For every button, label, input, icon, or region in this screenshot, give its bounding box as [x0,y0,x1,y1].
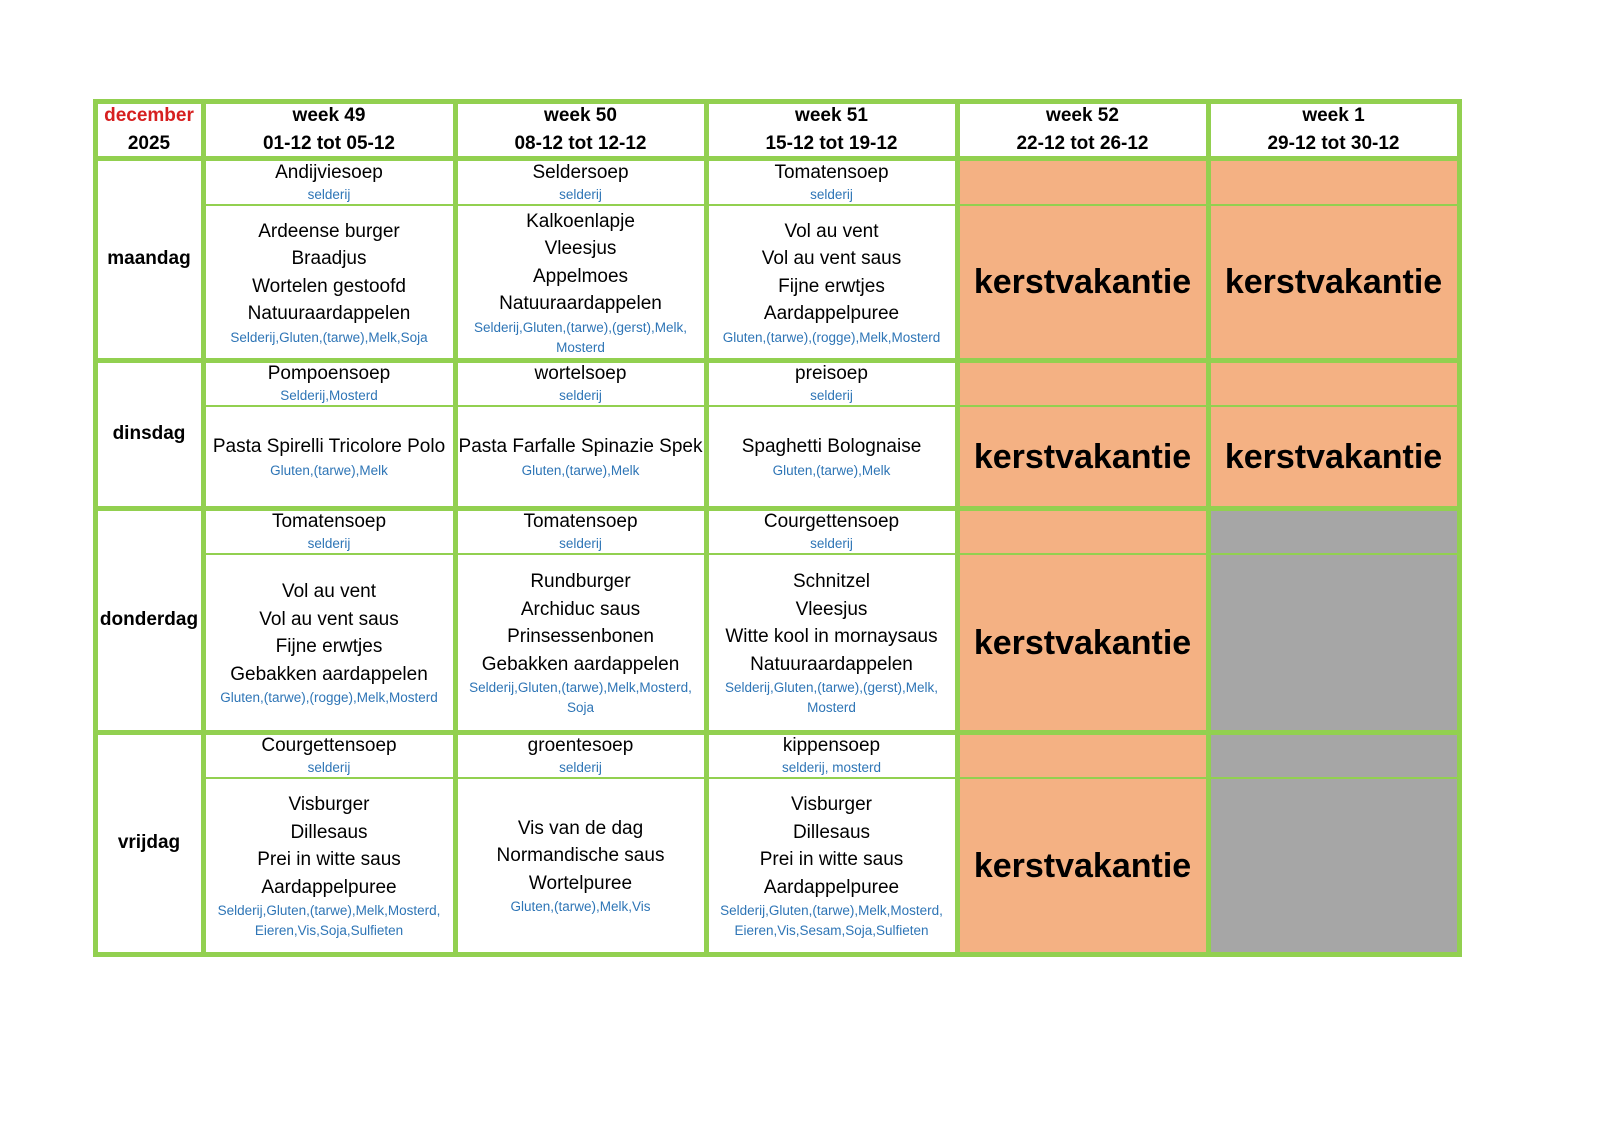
soup-allergens: selderij [559,536,602,551]
vacation-label: kerstvakantie [973,623,1192,662]
day-label: maandag [107,248,191,269]
soup-allergens: selderij [307,536,351,551]
main-dish-cell [203,780,455,952]
dish-allergens: Eieren,Vis,Soja,Sulfieten [254,923,404,938]
soup-allergens: selderij [810,186,853,202]
week-header [203,101,455,158]
dish-allergens: Gluten,(tarwe),Melk,Vis [510,899,651,915]
soup-cell [203,362,455,406]
dish-item: Aardappelpuree [763,303,900,324]
soup-name: Pompoensoep [267,363,391,384]
dish-allergens: Eieren,Vis,Sesam,Soja,Sulfieten [734,923,929,938]
grid-line [453,99,458,957]
dish-allergens: Mosterd [556,339,605,355]
dish-allergens: Gluten,(tarwe),Melk [521,462,640,478]
soup-allergens: selderij [810,388,853,403]
vacation-block [957,778,1208,954]
grid-line [1206,99,1211,957]
dish-item: Visburger [288,794,370,815]
day-label: donderdag [99,609,199,630]
vacation-block [1208,158,1459,205]
dish-item: Aardappelpuree [261,876,397,898]
dish-item: Kalkoenlapje [526,210,635,232]
dish-allergens: Gluten,(tarwe),Melk [270,462,388,478]
soup-cell [455,734,706,778]
vacation-block [1208,205,1459,360]
vacation-label: kerstvakantie [1224,263,1443,301]
dish-item: Vol au vent saus [761,248,902,269]
grid-line [203,553,957,556]
dish-item: Vleesjus [544,238,617,259]
main-dish-cell [203,556,455,730]
vacation-label: kerstvakantie [973,263,1192,301]
week-header [455,101,706,158]
main-dish-cell [706,556,957,730]
grid-line [95,952,1459,957]
soup-cell [455,160,706,205]
grid-line [203,777,957,780]
soup-name: Tomatensoep [523,511,638,532]
header-month-cell [95,101,203,158]
soup-cell [455,362,706,406]
main-dish-cell [706,207,957,358]
grid-line [1457,99,1462,957]
soup-allergens: selderij [307,760,351,775]
soup-allergens: selderij [559,760,602,775]
dish-item: Ardeense burger [258,220,400,242]
dish-item: Natuuraardappelen [499,293,662,314]
dish-item: Fijne erwtjes [778,275,885,297]
dish-item: Dillesaus [792,821,871,843]
week-range: 08-12 tot 12-12 [514,132,647,154]
dish-item: Pasta Spirelli Tricolore Polo [212,436,446,458]
dish-item: Archiduc saus [520,598,641,620]
closed-block [1208,508,1459,554]
dish-allergens: Mosterd [807,700,856,715]
vacation-block [957,205,1208,360]
closed-block [1208,554,1459,732]
week-label: week 52 [1046,104,1119,126]
soup-cell [203,734,455,778]
soup-name: Tomatensoep [774,161,889,183]
soup-cell [706,510,957,554]
soup-name: Seldersoep [532,161,629,183]
dish-item: Prinsessenbonen [507,626,654,647]
month-label: december [104,104,194,126]
vacation-block [957,508,1208,554]
grid-line [203,204,957,207]
dish-item: Vol au vent [784,220,879,242]
grid-line [95,506,1459,511]
grid-line [704,99,709,957]
dish-allergens: Selderij,Gluten,(tarwe),Melk,Mosterd, [720,903,943,918]
dish-item: Prei in witte saus [759,849,904,870]
grid-line [201,99,206,957]
soup-cell [706,160,957,205]
dish-item: Gebakken aardappelen [481,653,680,675]
main-dish-cell [455,556,706,730]
week-label: week 50 [544,104,617,126]
soup-allergens: selderij [559,388,602,403]
vacation-block [957,554,1208,732]
soup-allergens: selderij, mosterd [781,760,882,775]
soup-name: preisoep [795,363,868,384]
soup-allergens: selderij [307,186,351,202]
soup-cell [706,734,957,778]
vacation-label: kerstvakantie [973,437,1192,476]
soup-cell [706,362,957,406]
dish-item: Vol au vent saus [259,608,399,630]
dish-allergens: Gluten,(tarwe),Melk [772,462,891,478]
vacation-block [1208,406,1459,508]
dish-allergens: Selderij,Gluten,(tarwe),Melk,Soja [230,329,428,345]
grid-line [93,99,98,957]
closed-block [1208,778,1459,954]
dish-item: Wortelen gestoofd [252,275,406,297]
dish-allergens: Selderij,Gluten,(tarwe),Melk,Mosterd, [217,903,441,918]
week-range: 29-12 tot 30-12 [1267,132,1400,154]
week-label: week 51 [795,104,868,126]
week-range: 22-12 tot 26-12 [1016,132,1149,154]
soup-name: wortelsoep [534,363,627,384]
dish-item: Braadjus [291,248,367,269]
dish-item: Appelmoes [532,265,629,287]
dish-item: Rundburger [530,571,631,592]
soup-name: kippensoep [782,735,881,756]
week-label: week 1 [1302,104,1365,126]
week-header [957,101,1208,158]
grid-line [203,405,957,408]
main-dish-cell [203,408,455,506]
grid-line [95,99,1459,104]
vacation-block [957,158,1208,205]
soup-allergens: selderij [810,536,853,551]
soup-name: Courgettensoep [763,511,900,532]
week-header [1208,101,1459,158]
dish-item: Dillesaus [290,821,368,843]
soup-cell [203,510,455,554]
dish-item: Vol au vent [281,581,377,602]
main-dish-cell [455,780,706,952]
main-dish-cell [455,207,706,358]
soup-name: Courgettensoep [261,735,397,756]
vacation-label: kerstvakantie [973,846,1192,885]
main-dish-cell [203,207,455,358]
dish-item: Schnitzel [792,571,871,592]
week-label: week 49 [292,104,366,126]
grid-line [95,730,1459,735]
soup-allergens: selderij [559,186,602,202]
main-dish-cell [706,408,957,506]
dish-item: Spaghetti Bolognaise [741,436,922,458]
vacation-block [957,732,1208,778]
soup-name: groentesoep [527,735,634,756]
dish-item: Vleesjus [795,598,868,620]
vacation-label: kerstvakantie [1224,437,1443,476]
vacation-block [957,406,1208,508]
week-range: 01-12 tot 05-12 [262,132,395,154]
vacation-block [957,360,1208,406]
year-label: 2025 [127,132,171,154]
grid-line [95,156,1459,161]
dish-item: Prei in witte saus [257,849,401,870]
dish-item: Vis van de dag [517,817,644,839]
dish-allergens: Selderij,Gluten,(tarwe),(gerst),Melk, [473,319,688,335]
main-dish-cell [706,780,957,952]
soup-cell [203,160,455,205]
dish-item: Aardappelpuree [763,876,900,898]
dish-item: Natuuraardappelen [750,653,913,675]
dish-item: Natuuraardappelen [247,303,411,324]
dish-item: Gebakken aardappelen [230,663,428,685]
dish-item: Fijne erwtjes [275,636,383,657]
day-label: vrijdag [117,832,181,853]
soup-allergens: Selderij,Mosterd [280,388,378,403]
dish-item: Pasta Farfalle Spinazie Spek [458,436,703,458]
dish-item: Witte kool in mornaysaus [725,626,938,647]
soup-cell [455,510,706,554]
dish-item: Visburger [791,794,872,815]
grid-line [95,358,1459,363]
vacation-block [1208,360,1459,406]
grid-line [955,99,960,957]
soup-name: Tomatensoep [271,511,387,532]
dish-allergens: Gluten,(tarwe),(rogge),Melk,Mosterd [220,690,438,705]
dish-allergens: Selderij,Gluten,(tarwe),Melk,Mosterd, [469,680,692,695]
day-label: dinsdag [112,423,186,444]
week-header [706,101,957,158]
week-range: 15-12 tot 19-12 [765,132,898,154]
dish-item: Normandische saus [496,845,665,867]
dish-allergens: Soja [566,700,595,715]
closed-block [1208,732,1459,778]
soup-name: Andijviesoep [275,161,383,183]
main-dish-cell [455,408,706,506]
dish-allergens: Selderij,Gluten,(tarwe),(gerst),Melk, [724,680,939,695]
dish-allergens: Gluten,(tarwe),(rogge),Melk,Mosterd [722,329,941,345]
dish-item: Wortelpuree [528,872,633,894]
